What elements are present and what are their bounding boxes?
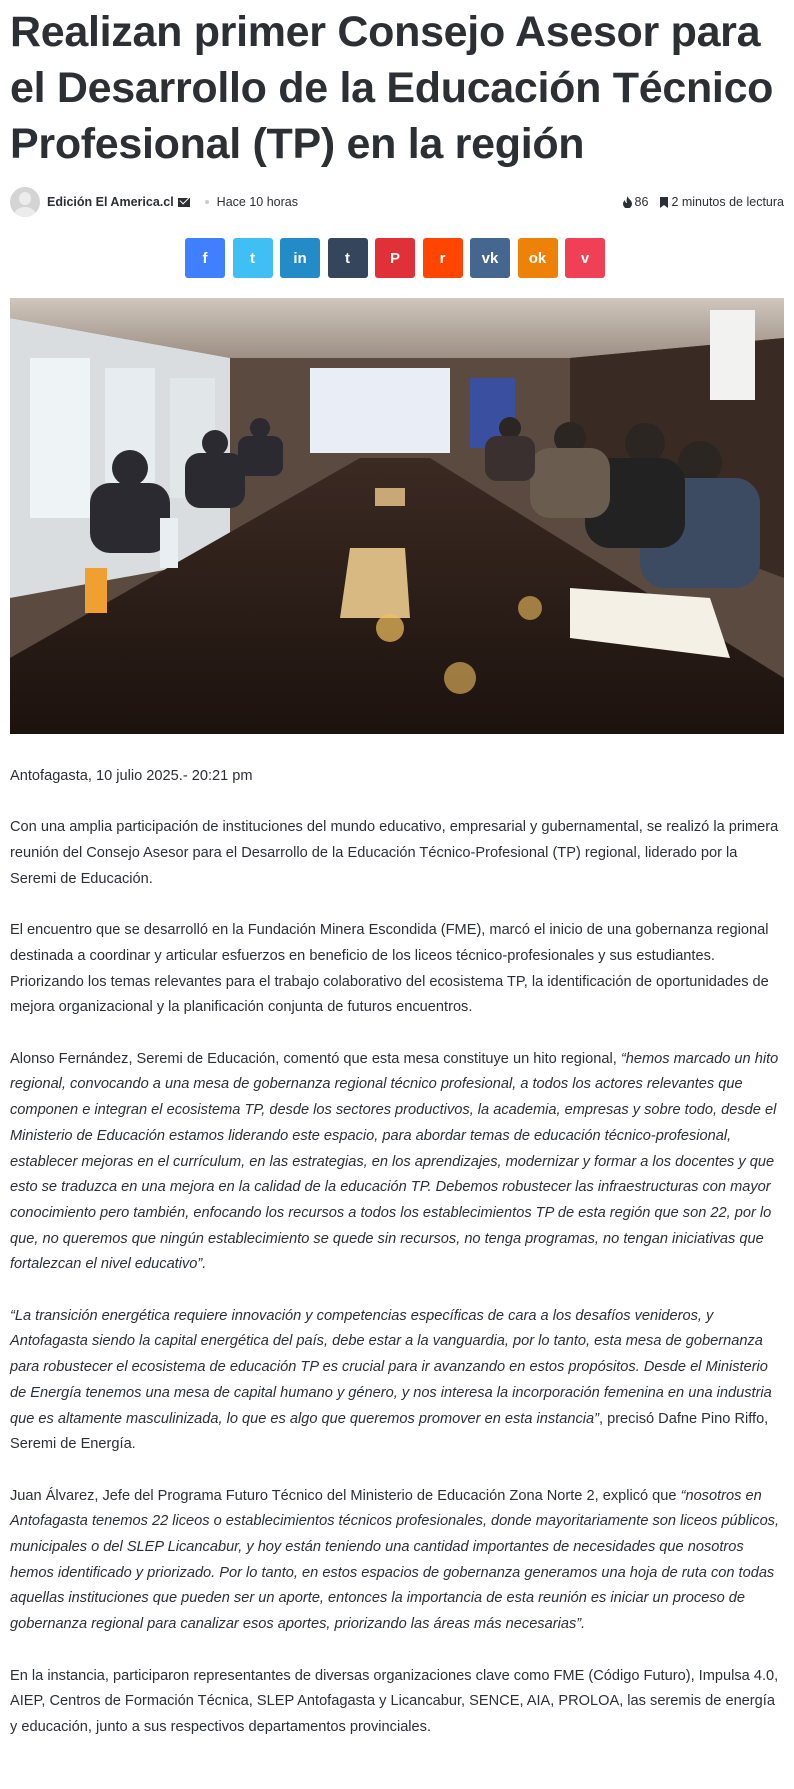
quote: “hemos marcado un hito regional, convocando a una mesa de gobernanza regional técnico profesional, a todos los actores relevantes que componen e integran el ecosistema TP, desde los sectores productivos, la academia, empresas y sobre todo, desde el Ministerio de Educación estamos liderando este espacio, para abordar temas de educación técnico-profesional, establecer mejoras en el currículum, en las estrategias, en los aprendizajes, modernizar y formar a los docentes y que esto se traduzca en una mejora en la calidad de la educación TP. Debemos robustecer las infraestructuras con mayor conocimiento pero también, enfocando los recursos a todos los establecimientos TP de esta región que son 22, por lo que, no queremos que ningún establecimiento se quede sin recursos, no tenga programas, no tengan iniciativas que fortalezcan el nivel educativo”.	[10, 1050, 779, 1273]
paragraph-lead: Alonso Fernández, Seremi de Educación, comentó que esta mesa constituye un hito regional,	[10, 1050, 621, 1067]
linkedin-icon: in	[293, 249, 307, 267]
paragraph-lead: Juan Álvarez, Jefe del Programa Futuro Técnico del Ministerio de Educación Zona Norte 2, explicó que	[10, 1487, 681, 1504]
share-reddit-button[interactable]	[423, 238, 463, 278]
paragraph	[10, 1484, 785, 1638]
paragraph	[10, 1047, 785, 1278]
share-facebook-button[interactable]	[185, 238, 225, 278]
share-tumblr-button[interactable]	[328, 238, 368, 278]
vk-icon: vk	[481, 249, 499, 267]
tumblr-icon: t	[345, 249, 350, 267]
share-pocket-button[interactable]	[565, 238, 605, 278]
pocket-icon: v	[580, 249, 590, 267]
paragraph: El encuentro que se desarrolló en la Fundación Minera Escondida (FME), marcó el inicio de una gobernanza regional destinada a coordinar y articular esfuerzos en beneficio de los liceos técnico-profesionales y sus estudiantes. Priorizando los temas relevantes para el trabajo colaborativo del ecosistema TP, la identificación de oportunidades de mejora organizacional y la planificación conjunta de futuros encuentros.	[10, 922, 769, 1016]
facebook-icon: f	[202, 249, 208, 267]
views-stat	[623, 195, 649, 209]
paragraph: En la instancia, participaron representantes de diversas organizaciones clave como FME (Código Futuro), Impulsa 4.0, AIEP, Centros de Formación Técnica, SLEP Antofagasta y Licancabur, SENCE, AIA, PROLOA, las seremis de energía y educación, junto a sus respectivos departamentos provinciales.	[10, 1667, 779, 1735]
dateline: Antofagasta, 10 julio 2025.- 20:21 pm	[10, 768, 253, 784]
attribution: , precisó Dafne Pino Riffo, Seremi de Energía.	[10, 1410, 769, 1453]
envelope-icon[interactable]	[178, 198, 190, 207]
author-avatar[interactable]	[10, 187, 40, 217]
article-meta	[10, 186, 784, 218]
reading-time-stat	[660, 195, 784, 209]
share-pinterest-button[interactable]	[375, 238, 415, 278]
share-buttons	[185, 238, 605, 278]
twitter-icon: t	[250, 249, 255, 267]
article-title: Realizan primer Consejo Asesor para el Desarrollo de la Educación Técnico Profesional (TP) en la región	[10, 8, 774, 168]
article-body	[10, 764, 785, 1766]
author-link[interactable]: Edición El America.cl	[47, 195, 174, 209]
post-time: Hace 10 horas	[216, 195, 298, 209]
reading-time: 2 minutos de lectura	[671, 195, 784, 209]
paragraph	[10, 1304, 785, 1458]
share-linkedin-button[interactable]	[280, 238, 320, 278]
meeting-room-photo	[10, 298, 784, 734]
bookmark-icon	[660, 197, 668, 208]
odnoklassniki-icon: ok	[528, 249, 547, 267]
views-count: 86	[634, 195, 649, 209]
share-vk-button[interactable]	[470, 238, 510, 278]
article-photo	[10, 298, 784, 734]
share-twitter-button[interactable]	[233, 238, 273, 278]
pinterest-icon: P	[389, 249, 400, 267]
quote: “nosotros en Antofagasta tenemos 22 liceos o establecimientos técnicos profesionales, donde mayoritariamente son liceos públicos, municipales o del SLEP Licancabur, y hoy están teniendo una cantidad importantes de necesidades que nosotros hemos identificado y priorizado. Por lo tanto, en estos espacios de gobernanza generamos una hoja de ruta con todas aquellas instituciones que pueden ser un aporte, entonces la importancia de esta reunión es iniciar un proceso de gobernanza regional para canalizar esos aportes, priorizando las áreas más necesarias”.	[10, 1487, 780, 1633]
separator-dot	[205, 200, 209, 204]
reddit-icon: r	[439, 249, 446, 267]
fire-icon	[623, 196, 632, 208]
quote: “La transición energética requiere innovación y competencias específicas de cara a los desafíos venideros, y Antofagasta siendo la capital energética del país, debe estar a la vanguardia, por lo tanto, esta mesa de gobernanza para robustecer el ecosistema de educación TP es crucial para ir avanzando en estos propósitos. Desde el Ministerio de Energía tenemos una mesa de capital humano y género, y nos interesa la incorporación femenina en una industria que es altamente masculinizada, lo que es algo que queremos promover en esta instancia”	[10, 1307, 772, 1427]
paragraph: Con una amplia participación de instituciones del mundo educativo, empresarial y gubernamental, se realizó la primera reunión del Consejo Asesor para el Desarrollo de la Educación Técnico-Profesional (TP) regional, liderado por la Seremi de Educación.	[10, 819, 779, 887]
share-odnoklassniki-button[interactable]	[518, 238, 558, 278]
